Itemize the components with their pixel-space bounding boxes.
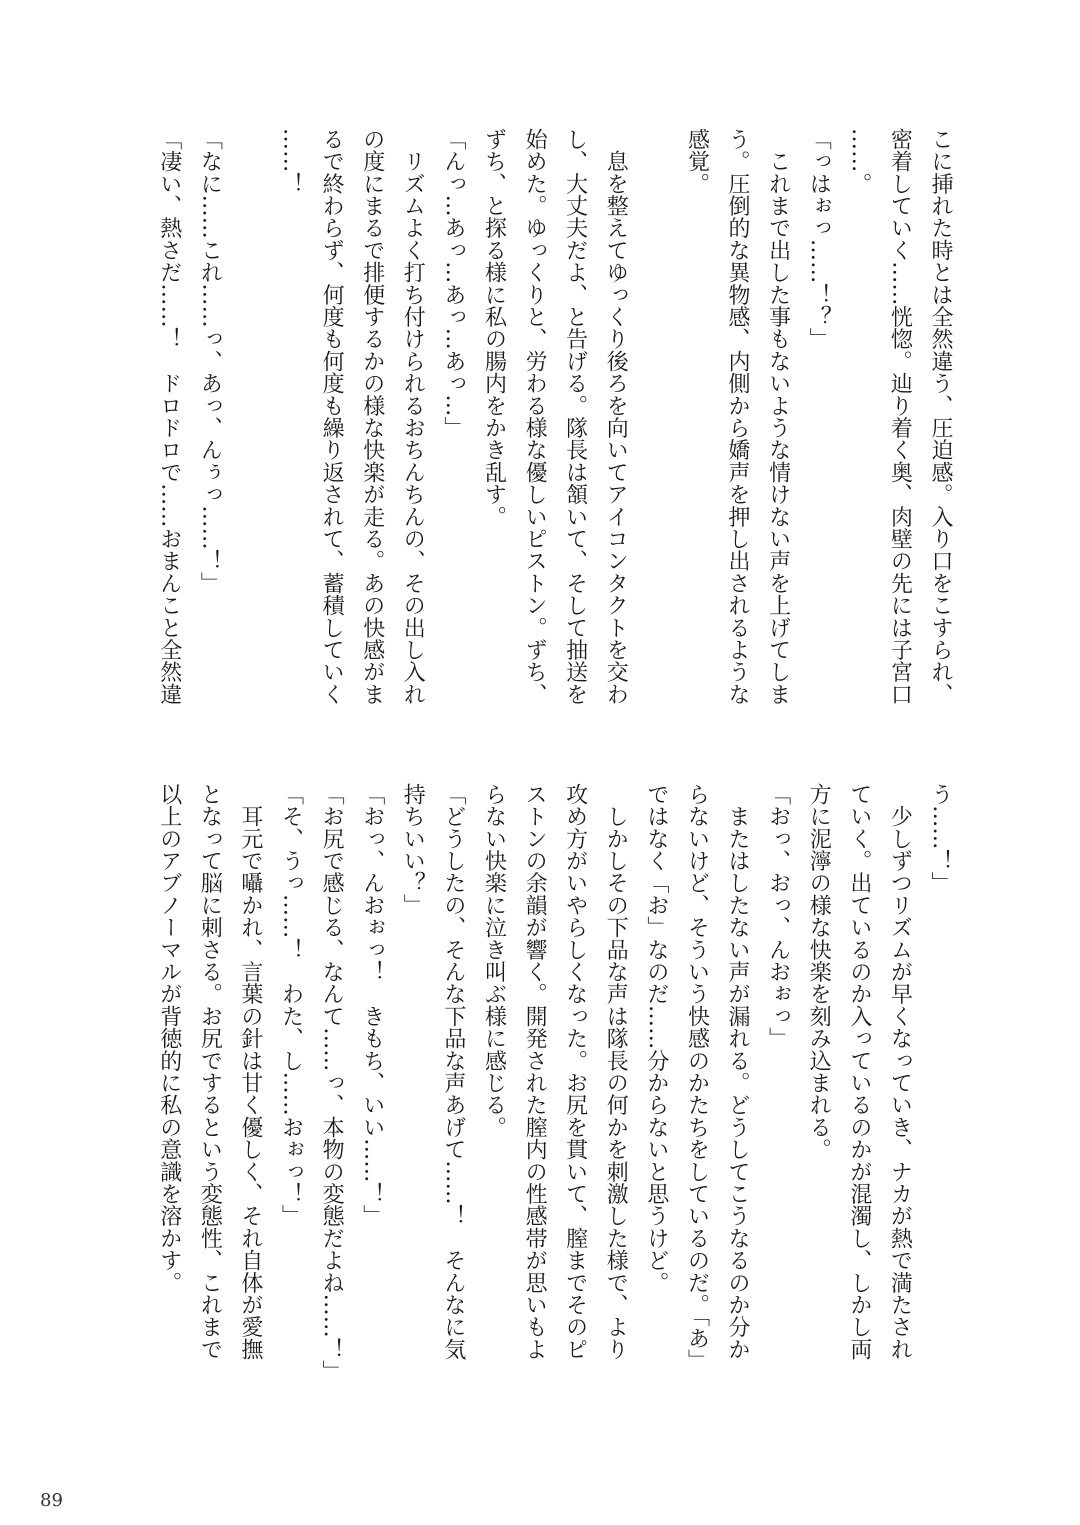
text-line: し、大丈夫だよ、と告げる。隊長は頷いて、そして抽送を	[562, 128, 588, 706]
text-line: 「おっ、んおぉっ！ きもち、いい……！」	[359, 783, 385, 1227]
text-line: 密着していく……恍惚。辿り着く奥、肉壁の先には子宮口	[887, 128, 913, 706]
text-line: 攻め方がいやらしくなった。お尻を貫いて、膣までそのピ	[562, 783, 588, 1361]
text-line: らない快楽に泣き叫ぶ様に感じる。	[481, 783, 507, 1139]
text-line: 方に泥濘の様な快楽を刻み込まれる。	[806, 783, 832, 1161]
text-line: 「んっ…あっ…あっ…あっ…」	[440, 128, 466, 439]
text-line: これまで出した事もないような情けない声を上げてしま	[765, 128, 791, 706]
text-line: う……！」	[928, 783, 953, 894]
text-line: ずち、と探る様に私の腸内をかき乱す。	[481, 128, 507, 528]
text-line: ……。	[846, 128, 872, 195]
text-line: となって脳に刺さる。お尻でするという変態性、これまで	[197, 783, 223, 1361]
text-line: の度にまるで排便するかの様な快楽が走る。あの快感がま	[359, 128, 385, 706]
text-line: 感覚。	[684, 128, 710, 195]
text-line: リズムよく打ち付けられるおちんちんの、その出し入れ	[400, 128, 426, 706]
text-line: 「おっ、おっ、んおぉっ」	[765, 783, 791, 1050]
text-line: 持ちいい？」	[400, 783, 426, 917]
text-line	[635, 128, 676, 768]
text-line: 息を整えてゆっくり後ろを向いてアイコンタクトを交わ	[603, 128, 629, 706]
text-line: 「お尻で感じる、なんて……っ、本物の変態だよね……！」	[319, 783, 345, 1383]
text-block-top	[148, 128, 960, 768]
text-line: 耳元で囁かれ、言葉の針は甘く優しく、それ自体が愛撫	[237, 783, 263, 1361]
text-line: ではなく「お」なのだ……分からないと思うけど。	[643, 783, 669, 1294]
text-line: 「そ、うっ……！ わた、し……おぉっ！」	[278, 783, 304, 1227]
text-line: 「どうしたの、そんな下品な声あげて……！ そんなに気	[440, 783, 466, 1361]
text-line: 「っはぉっ……！？」	[806, 128, 832, 350]
text-line	[229, 128, 270, 768]
text-line: ていく。出ているのか入っているのかが混濁し、しかし両	[846, 783, 872, 1361]
text-line: ……！	[278, 128, 304, 195]
text-line: う。圧倒的な異物感、内側から嬌声を押し出されるような	[725, 128, 751, 706]
text-line: こに挿れた時とは全然違う、圧迫感。入り口をこすられ、	[928, 128, 953, 706]
text-line: 少しずつリズムが早くなっていき、ナカが熱で満たされ	[887, 783, 913, 1361]
text-line: 「凄い、熱さだ……！ ドロドロで……おまんこと全然違	[156, 128, 182, 706]
text-line: るで終わらず、何度も何度も繰り返されて、蓄積していく	[319, 128, 345, 706]
text-line: しかしその下品な声は隊長の何かを刺激した様で、より	[603, 783, 629, 1361]
text-line: 始めた。ゆっくりと、労わる様な優しいピストン。ずち、	[522, 128, 548, 706]
text-line: 以上のアブノーマルが背徳的に私の意識を溶かす。	[156, 783, 182, 1294]
page-number: 89	[40, 1490, 63, 1511]
text-line: らないけど、そういう快感のかたちをしているのだ。「あ」	[684, 783, 710, 1372]
text-block-bottom	[148, 783, 960, 1423]
text-line: またはしたない声が漏れる。どうしてこうなるのか分か	[725, 783, 751, 1361]
text-line: 「なに……これ……っ、あっ、んぅっ……！」	[197, 128, 223, 595]
text-line: ストンの余韻が響く。開発された膣内の性感帯が思いもよ	[522, 783, 548, 1361]
